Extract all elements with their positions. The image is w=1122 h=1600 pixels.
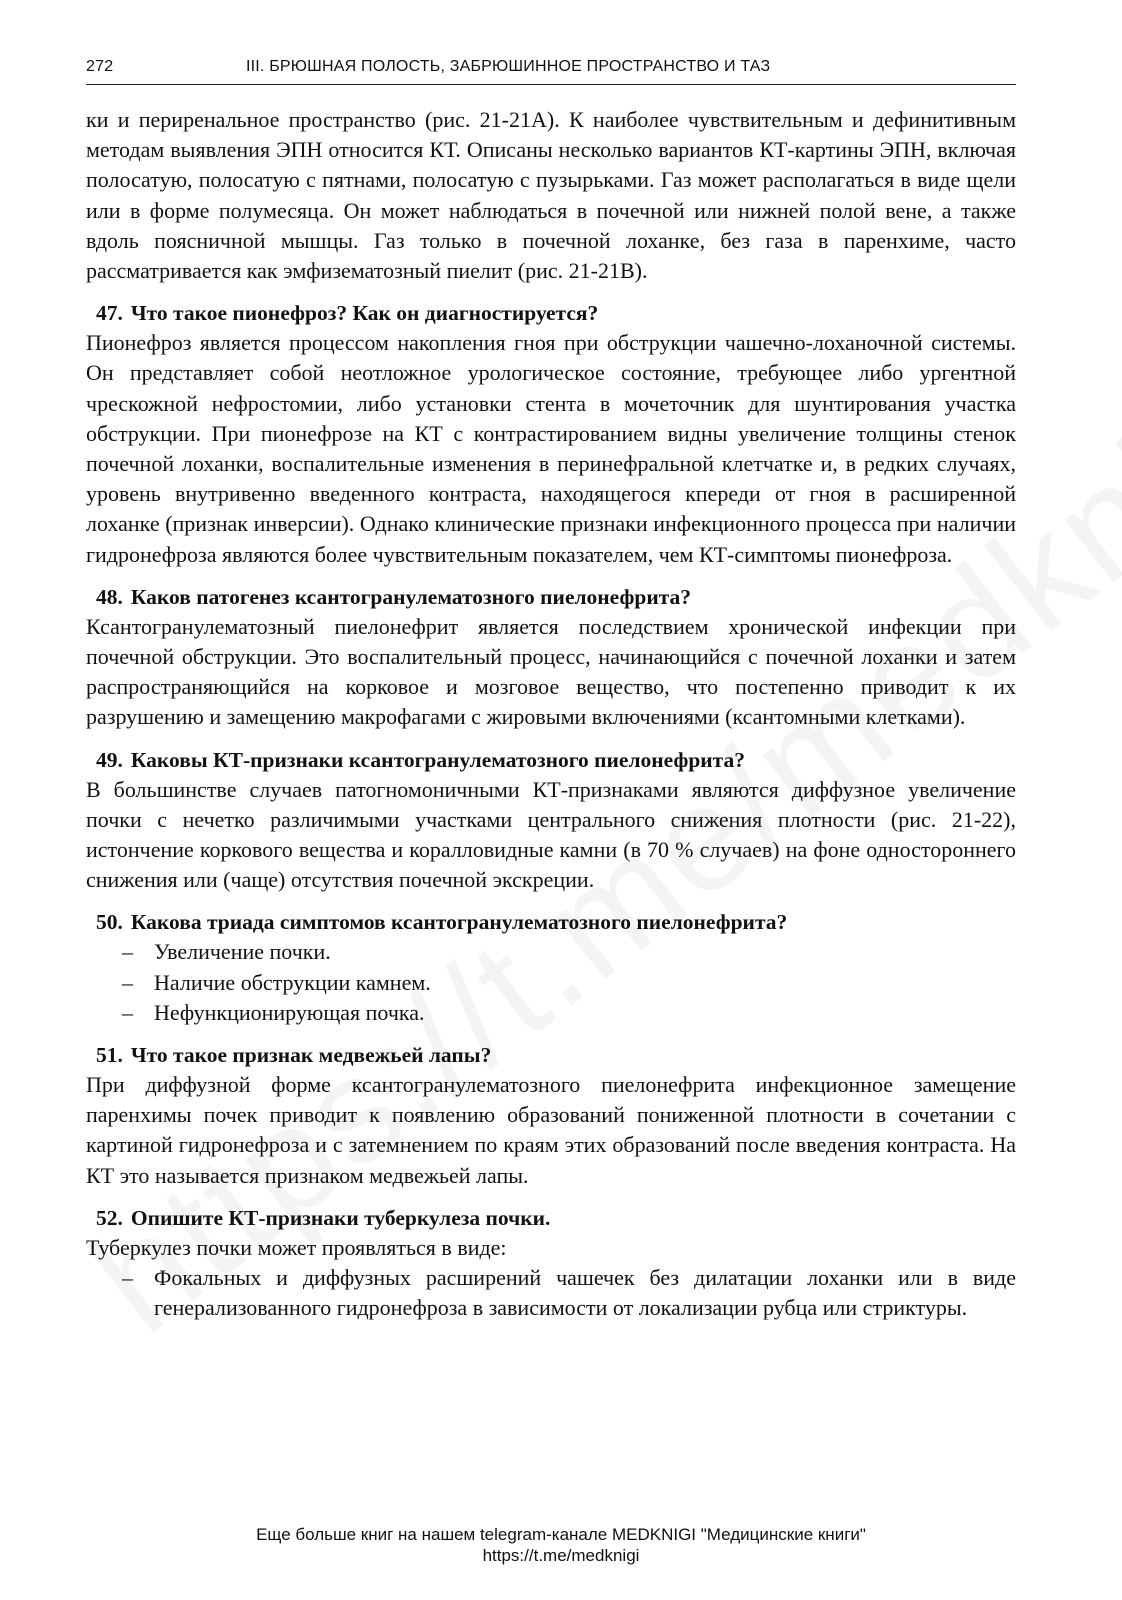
dash-marker: – [122,939,133,965]
symptom-list [86,937,1016,1028]
intro-paragraph: ки и периренальное пространство (рис. 21-21А). К наиболее чувствительным и дефинитивным методам выявления ЭПН относится КТ. Описаны несколько вариантов КТ-картины ЭПН, включая полосатую, полосатую с пятнами, полосатую с пузырьками. Газ может располагаться в виде щели или в форме полумесяца. Он может наблюдаться в почечной или нижней полой вене, а также вдоль поясничной мышцы. Газ только в почечной лоханке, без газа в паренхиме, часто рассматривается как эмфизематозный пиелит (рис. 21-21В). [86,107,1016,284]
list-item [122,937,1016,967]
question-number: 49. [96,747,123,772]
footer-promo-text: Еще больше книг на нашем telegram-канале MEDKNIGI "Медицинские книги" [256,1525,866,1544]
question-heading [86,582,1016,612]
question-heading [86,907,1016,937]
footer-link[interactable]: https://t.me/medknigi [482,1546,640,1565]
question-number: 52. [96,1205,123,1230]
list-item-text: Нефункционирующая почка. [154,999,425,1025]
question-heading [86,1040,1016,1070]
question-text: Каковы КТ-признаки ксантогранулематозного пиелонефрита? [130,747,745,772]
question-text: Каков патогенез ксантогранулематозного пиелонефрита? [130,584,692,609]
question-heading [86,1203,1016,1233]
list-item-text: Наличие обструкции камнем. [154,969,431,995]
question-number: 47. [96,301,123,326]
list-item-text: Фокальных и диффузных расширений чашечек без дилатации лоханки или в виде генерализованного гидронефроза в зависимости от локализации рубца или стриктуры. [154,1265,1016,1321]
list-item [122,968,1016,998]
dash-marker: – [122,1265,133,1291]
tuberculosis-list [86,1263,1016,1323]
page-header [86,56,1016,85]
answer-paragraph: При диффузной форме ксантогранулематозного пиелонефрита инфекционное замещение паренхимы почек приводит к появлению образований пониженной плотности в сочетании с картиной гидронефроза и с затемнением по краям этих образований после введения контраста. На КТ это называется признаком медвежьей лапы. [86,1072,1016,1188]
running-title: III. БРЮШНАЯ ПОЛОСТЬ, ЗАБРЮШИННОЕ ПРОСТРАНСТВО И ТАЗ [246,58,771,75]
question-text: Какова триада симптомов ксантогранулематозного пиелонефрита? [130,910,788,935]
question-number: 48. [96,584,123,609]
answer-paragraph: В большинстве случаев патогномоничными КТ-признаками являются диффузное увеличение почки с нечетко различимыми участками центрального снижения плотности (рис. 21-22), истончение коркового вещества и коралловидные камни (в 70 % случаев) на фоне одностороннего снижения или (чаще) отсутствия почечной экскреции. [86,776,1016,893]
list-item [122,998,1016,1028]
page-number: 272 [86,58,114,75]
question-number: 51. [96,1043,123,1068]
answer-paragraph: Туберкулез почки может проявляться в виде: [86,1234,507,1260]
list-item [122,1263,1016,1323]
question-text: Что такое пионефроз? Как он диагностируется? [130,301,599,326]
page-content [86,105,1016,1324]
list-item-text: Увеличение почки. [154,939,331,965]
question-text: Что такое признак медвежьей лапы? [130,1043,492,1068]
answer-paragraph: Ксантогранулематозный пиелонефрит является последствием хронической инфекции при почечной обструкции. Это воспалительный процесс, начинающийся с почечной лоханки и затем распространяющийся на корковое и мозговое вещество, что постепенно приводит к их разрушению и замещению макрофагами с жировыми включениями (ксантомными клетками). [86,613,1016,730]
question-number: 50. [96,910,123,935]
dash-marker: – [122,999,133,1025]
answer-paragraph: Пионефроз является процессом накопления гноя при обструкции чашечно-лоханочной системы. Он представляет собой неотложное урологическое состояние, требующее либо ургентной чрескожной нефростомии, либо установки стента в мочеточник для шунтирования участка обструкции. При пионефрозе на КТ с контрастированием видны увеличение толщины стенок почечной лоханки, воспалительные изменения в перинефральной клетчатке и, в редких случаях, уровень внутривенно введенного контраста, находящегося кпереди от гноя в расширенной лоханке (признак инверсии). Однако клинические признаки инфекционного процесса при наличии гидронефроза являются более чувствительным показателем, чем КТ-симптомы пионефроза. [86,330,1016,567]
question-text: Опишите КТ-признаки туберкулеза почки. [130,1205,551,1230]
dash-marker: – [122,969,133,995]
question-heading [86,745,1016,775]
page-footer [0,1524,1122,1566]
question-heading [86,298,1016,328]
